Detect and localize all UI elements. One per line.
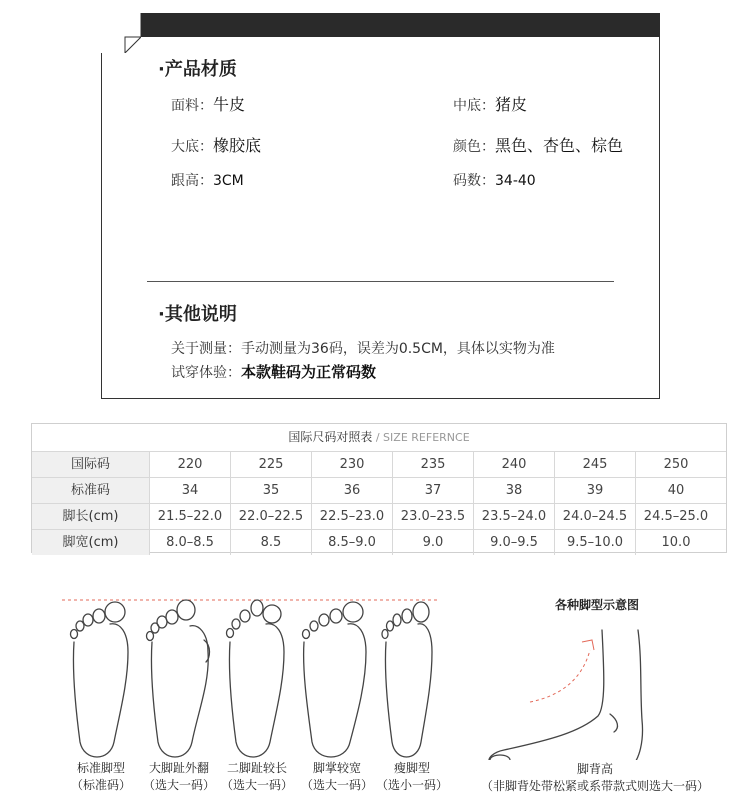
table-cell: 8.5 (230, 530, 311, 555)
table-row (32, 452, 726, 477)
wide-foot-icon (303, 602, 367, 757)
color-options: 颜色：黑色、杏色、棕色 (453, 136, 624, 155)
table-cell: 38 (473, 478, 554, 503)
heel-height: 跟高：3CM (171, 173, 244, 189)
upper-material: 面料：牛皮 (171, 95, 246, 114)
long-second-toe-foot-icon (227, 600, 285, 757)
instep-advice: （非脚背处带松紧或系带款式则选大一码） (480, 779, 709, 793)
table-cell: 10.0 (635, 530, 716, 555)
table-cell: 235 (392, 452, 473, 477)
table-row (32, 478, 726, 503)
table-cell: 34 (149, 478, 230, 503)
table-cell: 8.0–8.5 (149, 530, 230, 555)
card-header-bar (141, 13, 660, 37)
row-label: 标准码 (32, 478, 149, 503)
size-table (31, 423, 727, 553)
size-table-title: 国际尺码对照表 / SIZE REFERNCE (288, 430, 470, 444)
foot-caption: 瘦脚型 （选小一码） (375, 761, 448, 792)
table-cell: 240 (473, 452, 554, 477)
table-cell: 37 (392, 478, 473, 503)
table-cell: 23.5–24.0 (473, 504, 554, 529)
table-cell: 39 (554, 478, 635, 503)
row-label: 脚宽(cm) (32, 530, 149, 555)
foot-caption: 脚掌较宽 （选大一码） (300, 761, 373, 792)
bunion-foot-icon (147, 600, 210, 757)
table-row (32, 504, 726, 529)
table-cell: 250 (635, 452, 716, 477)
outsole-material: 大底：橡胶底 (171, 136, 262, 155)
table-cell: 22.5–23.0 (311, 504, 392, 529)
table-cell: 35 (230, 478, 311, 503)
row-label: 国际码 (32, 452, 149, 477)
table-cell: 23.0–23.5 (392, 504, 473, 529)
instep-label: 脚背高 (576, 762, 613, 776)
instep-side-view-icon (489, 630, 643, 760)
material-title: ·产品材质 (158, 59, 237, 80)
table-cell: 245 (554, 452, 635, 477)
table-cell: 40 (635, 478, 716, 503)
foot-caption: 二脚趾较长 （选大一码） (220, 761, 293, 792)
notes-title: ·其他说明 (158, 304, 237, 325)
table-cell: 24.0–24.5 (554, 504, 635, 529)
table-cell: 22.0–22.5 (230, 504, 311, 529)
table-cell: 21.5–22.0 (149, 504, 230, 529)
table-cell: 9.0 (392, 530, 473, 555)
table-cell: 8.5–9.0 (311, 530, 392, 555)
midsole-material: 中底：猪皮 (453, 95, 528, 114)
foot-caption: 大脚趾外翻 （选大一码） (142, 761, 215, 792)
table-cell: 24.5–25.0 (635, 504, 716, 529)
table-cell: 9.5–10.0 (554, 530, 635, 555)
table-cell: 220 (149, 452, 230, 477)
measure-note: 关于测量：手动测量为36码，误差为0.5CM，具体以实物为准 (171, 341, 555, 357)
folded-corner-icon (101, 13, 141, 53)
table-cell: 225 (230, 452, 311, 477)
table-row (32, 530, 726, 555)
standard-foot-icon (71, 602, 129, 757)
section-divider (147, 281, 614, 282)
row-label: 脚长(cm) (32, 504, 149, 529)
foot-caption: 标准脚型 （标准码） (70, 761, 131, 792)
foot-diagram-title: 各种脚型示意图 (554, 598, 639, 612)
try-on-note: 试穿体验：本款鞋码为正常码数 (171, 363, 377, 381)
table-cell: 230 (311, 452, 392, 477)
size-range: 码数：34-40 (453, 173, 536, 189)
slim-foot-icon (382, 602, 432, 757)
table-cell: 36 (311, 478, 392, 503)
table-cell: 9.0–9.5 (473, 530, 554, 555)
